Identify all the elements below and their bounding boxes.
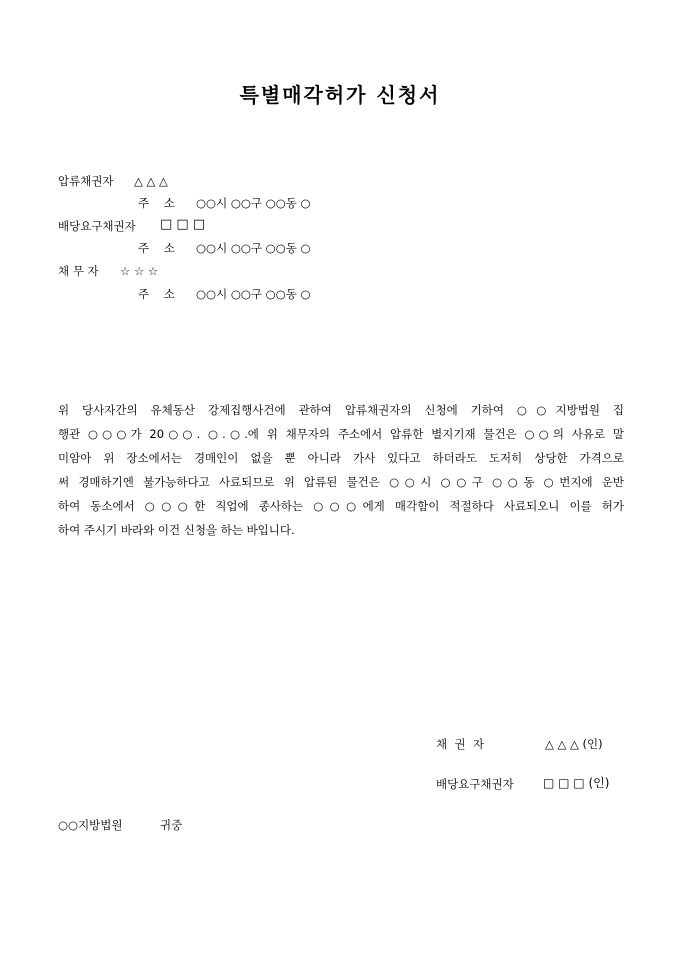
body-line: 써 경매하기엔 불가능하다고 사료되므로 위 압류된 물건은 ○○시 ○○구 ○○동 ○번지에 운반 (58, 475, 624, 489)
creditor-name: △ △ △ (134, 174, 168, 188)
application-body (58, 398, 624, 542)
debtor-address-label: 주 소 (138, 287, 175, 301)
body-line: 행관 ○○○가 20○○. ○.○.에 위 채무자의 주소에서 압류한 별지기재 물건은 ○○의 사유로 말 (58, 427, 624, 441)
debtor-address: ○○시 ○○구 ○○동 ○ (196, 287, 311, 301)
creditor-address: ○○시 ○○구 ○○동 ○ (196, 196, 311, 210)
claimant-address: ○○시 ○○구 ○○동 ○ (196, 241, 311, 255)
signature-claimant-label: 배당요구채권자 (436, 777, 514, 791)
creditor-label: 압류채권자 (58, 174, 114, 188)
claimant-name: □ □ □ (160, 217, 206, 232)
document-title: 특별매각허가 신청서 (239, 83, 441, 107)
claimant-label: 배당요구채권자 (58, 219, 136, 233)
signature-creditor-name: △ △ △ (인) (545, 737, 603, 751)
signature-claimant-name: □ □ □ (인) (543, 776, 610, 790)
body-line: 미암아 위 장소에서는 경매인이 없을 뿐 아니라 가사 있다고 하더라도 도저히 상당한 가격으로 (58, 451, 624, 465)
body-line: 하여 동소에서 ○○○한 직업에 종사하는 ○○○에게 매각함이 적절하다 사료되오니 이를 허가 (58, 499, 624, 513)
debtor-label: 채 무 자 (58, 264, 99, 278)
claimant-address-label: 주 소 (138, 241, 175, 255)
addressee-honorific: 귀중 (160, 818, 183, 832)
body-line: 하여 주시기 바라와 이건 신청을 하는 바입니다. (58, 523, 295, 537)
debtor-name: ☆ ☆ ☆ (120, 264, 159, 278)
creditor-address-label: 주 소 (138, 196, 175, 210)
addressee-court: ○○지방법원 (58, 818, 123, 832)
signature-creditor-label: 채 권 자 (436, 737, 484, 751)
body-line: 위 당사자간의 유체동산 강제집행사건에 관하여 압류채권자의 신청에 기하여 ○○지방법원 집 (58, 403, 624, 417)
